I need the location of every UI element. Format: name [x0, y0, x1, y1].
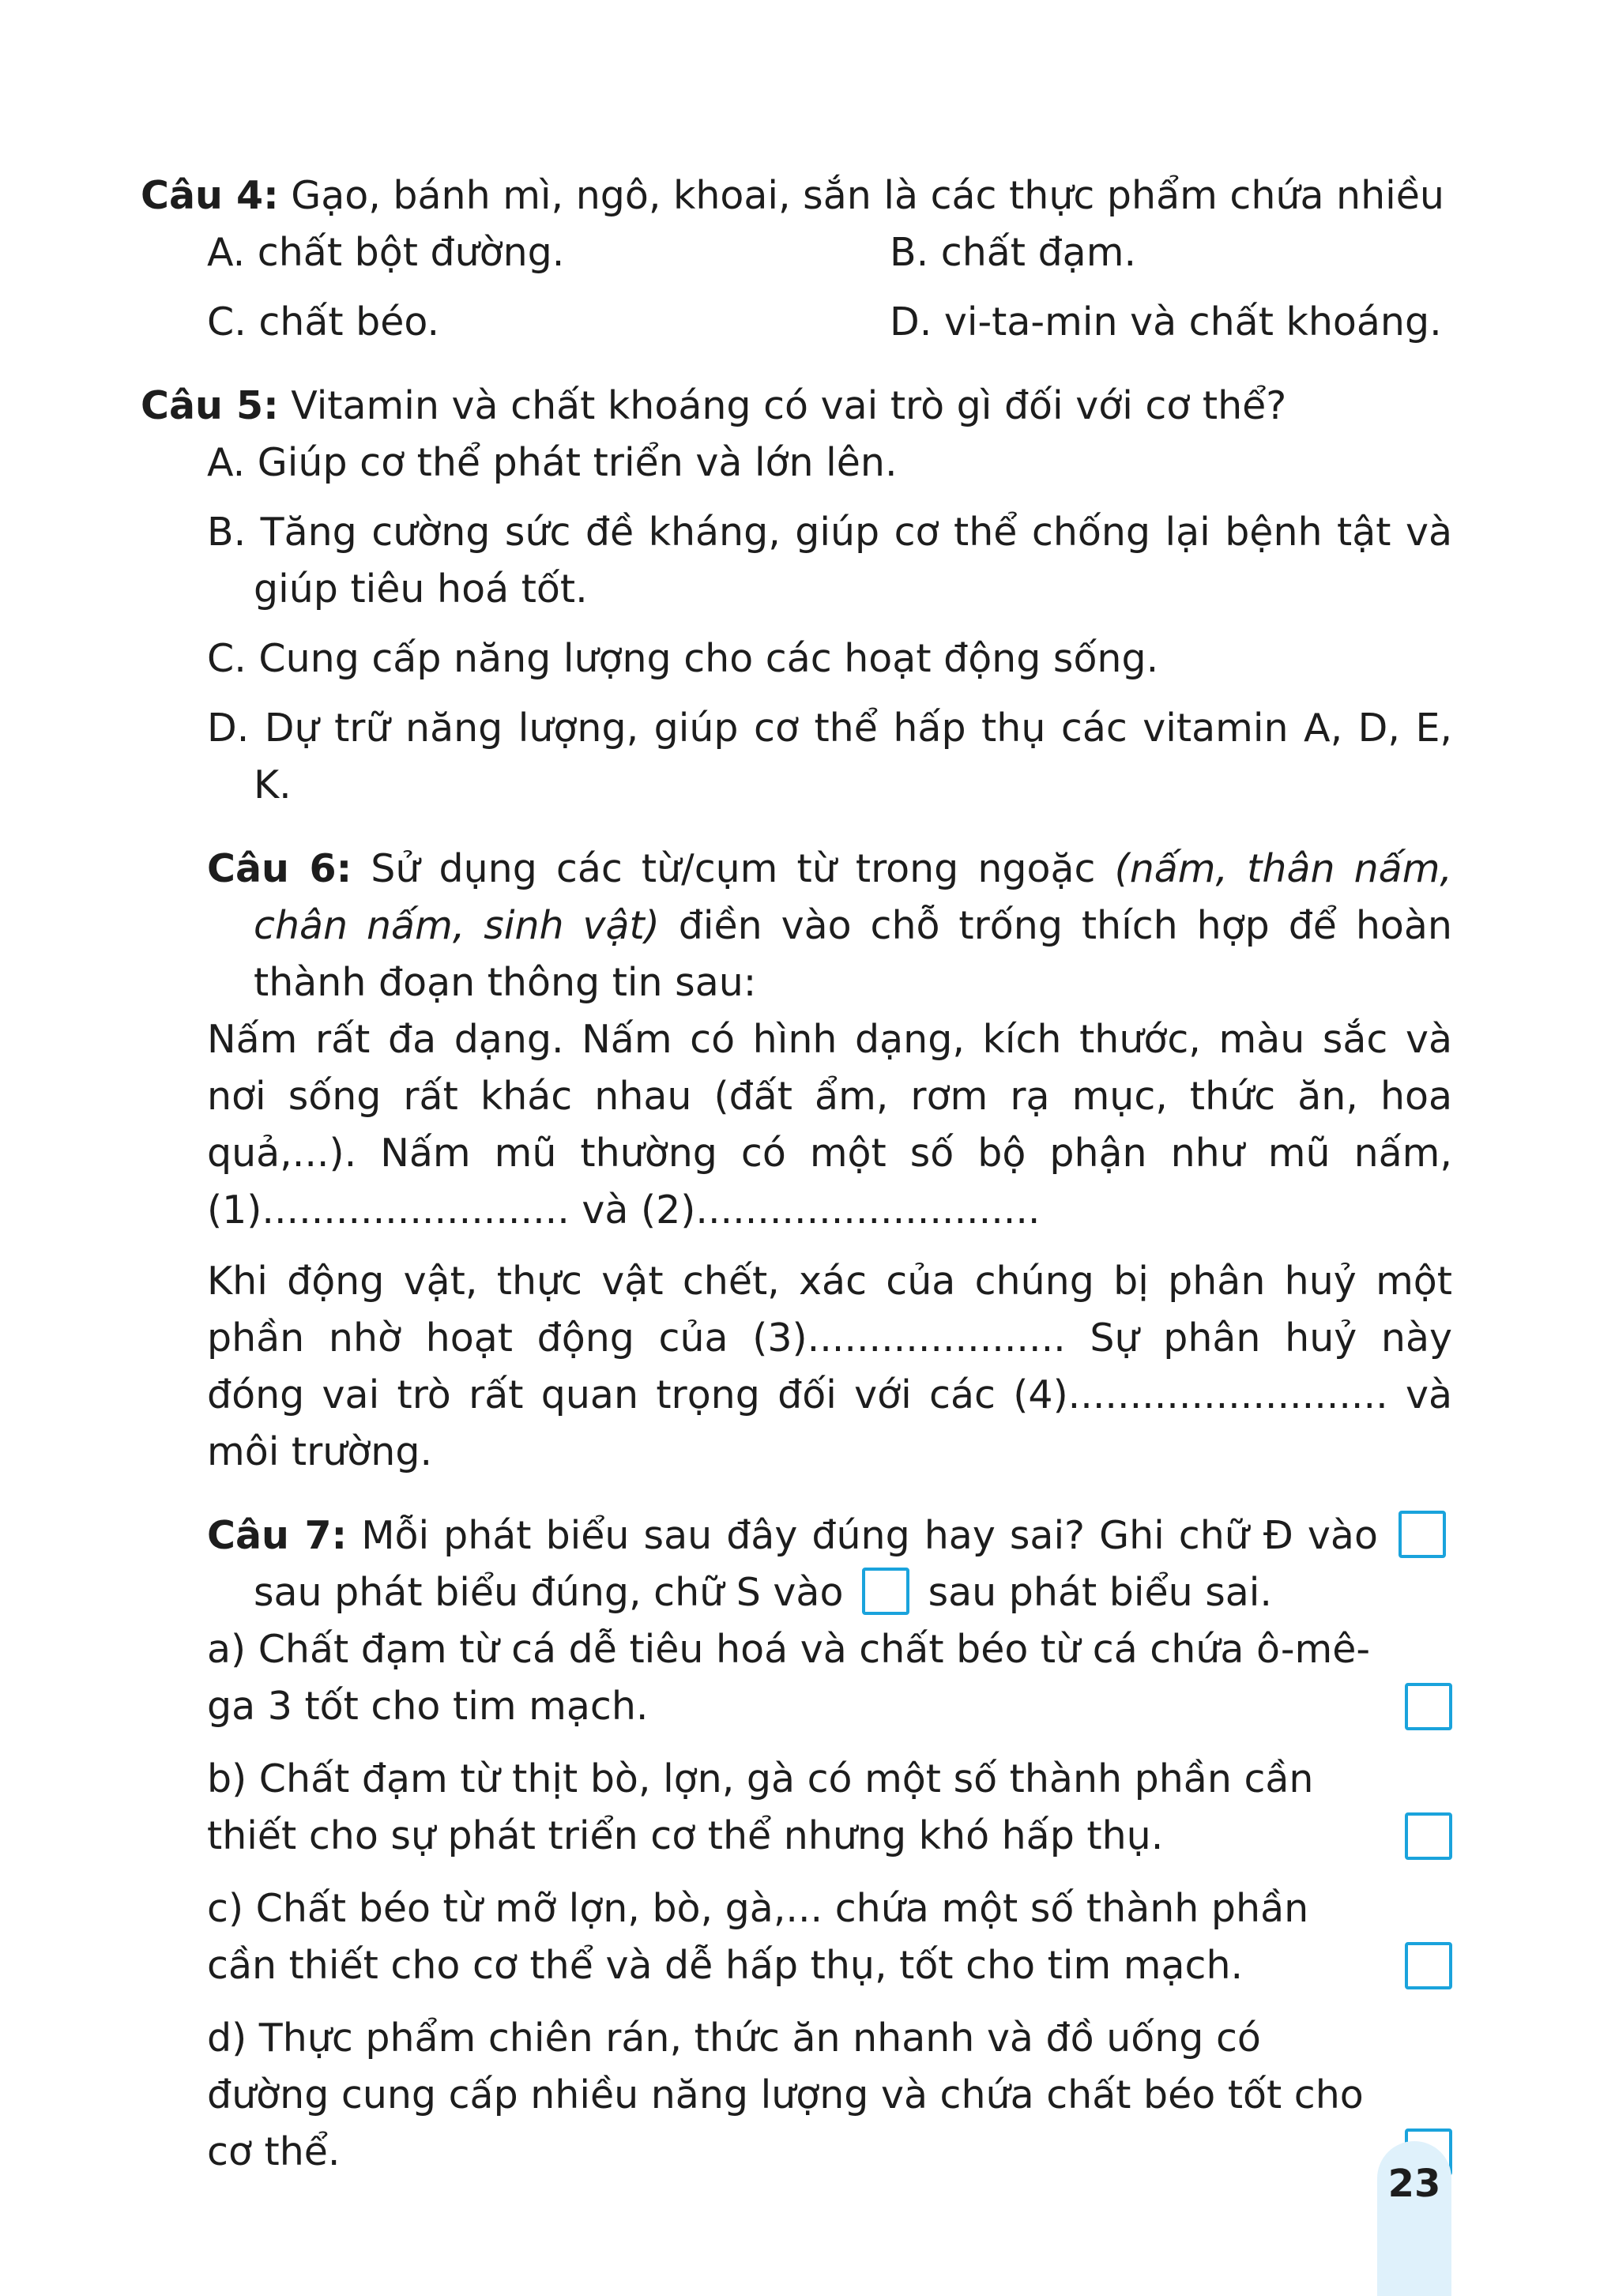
answer-box-c[interactable]: [1405, 1942, 1452, 1989]
statement-b: [141, 1751, 1452, 1865]
statement-text: a) Chất đạm từ cá dễ tiêu hoá và chất béo từ cá chứa ô-mê-ga 3 tốt cho tim mạch.: [207, 1627, 1371, 1729]
option-c: C. Cung cấp năng lượng cho các hoạt động sống.: [207, 636, 1159, 681]
question-number: Câu 6:: [207, 846, 352, 891]
question-6: [141, 841, 1452, 1481]
option-b: B. chất đạm.: [890, 230, 1137, 275]
option-b: B. Tăng cường sức đề kháng, giúp cơ thể chống lại bệnh tật và giúp tiêu hoá tốt.: [207, 510, 1452, 612]
fill-paragraph-1: Nấm rất đa dạng. Nấm có hình dạng, kích thước, màu sắc và nơi sống rất khác nhau (đất ẩm, rơm rạ mục, thức ăn, hoa quả,...). Nấm mũ thường có một số bộ phận như mũ nấm, (1)......................... và (2)............................: [207, 1017, 1452, 1233]
question-7: [141, 1507, 1452, 2181]
answer-box-example-icon: [1399, 1511, 1446, 1558]
question-text: Gạo, bánh mì, ngô, khoai, sắn là các thực phẩm chứa nhiều: [291, 173, 1444, 218]
question-4: [141, 167, 1452, 351]
question-text-cont: sau phát biểu đúng, chữ S vào: [254, 1570, 844, 1615]
option-a: A. Giúp cơ thể phát triển và lớn lên.: [207, 440, 898, 485]
option-a: A. chất bột đường.: [207, 230, 565, 275]
statement-a: [141, 1621, 1452, 1735]
answer-box-b[interactable]: [1405, 1812, 1452, 1860]
question-text: Sử dụng các từ/cụm từ trong ngoặc: [371, 846, 1096, 891]
question-number: Câu 5:: [141, 383, 279, 428]
question-5: [141, 378, 1452, 814]
question-text-cont: điền vào chỗ trống thích hợp để hoàn thành đoạn thông tin sau:: [254, 903, 1452, 1005]
question-number: Câu 4:: [141, 173, 279, 218]
statement-d: [141, 2010, 1452, 2181]
option-d: D. Dự trữ năng lượng, giúp cơ thể hấp thụ các vitamin A, D, E, K.: [207, 706, 1452, 807]
option-d: D. vi-ta-min và chất khoáng.: [890, 299, 1442, 344]
option-c: C. chất béo.: [207, 299, 440, 344]
page-number: 23: [1387, 2162, 1441, 2206]
question-number: Câu 7:: [207, 1513, 348, 1558]
page-number-tab: [1377, 2141, 1451, 2296]
fill-paragraph-2: Khi động vật, thực vật chết, xác của chúng bị phân huỷ một phần nhờ hoạt động của (3)..................... Sự phân huỷ này đóng vai trò rất quan trọng đối với các (4).......................... và môi trường.: [207, 1259, 1452, 1474]
statement-text: d) Thực phẩm chiên rán, thức ăn nhanh và đồ uống có đường cung cấp nhiều năng lượng và chứa chất béo tốt cho cơ thể.: [207, 2016, 1364, 2174]
answer-box-example-icon: [862, 1568, 909, 1615]
questions-content: [141, 167, 1452, 2181]
statement-text: b) Chất đạm từ thịt bò, lợn, gà có một số thành phần cần thiết cho sự phát triển cơ thể nhưng khó hấp thụ.: [207, 1756, 1314, 1858]
word-bank: (nấm, thân nấm, chân nấm, sinh vật): [254, 846, 1452, 948]
statement-c: [141, 1880, 1452, 1994]
question-text-end: sau phát biểu sai.: [928, 1570, 1272, 1615]
answer-box-a[interactable]: [1405, 1683, 1452, 1730]
question-text: Mỗi phát biểu sau đây đúng hay sai? Ghi chữ Đ vào: [361, 1513, 1378, 1558]
question-text: Vitamin và chất khoáng có vai trò gì đối với cơ thể?: [291, 383, 1287, 428]
statement-text: c) Chất béo từ mỡ lợn, bò, gà,... chứa một số thành phần cần thiết cho cơ thể và dễ hấp thụ, tốt cho tim mạch.: [207, 1886, 1309, 1988]
